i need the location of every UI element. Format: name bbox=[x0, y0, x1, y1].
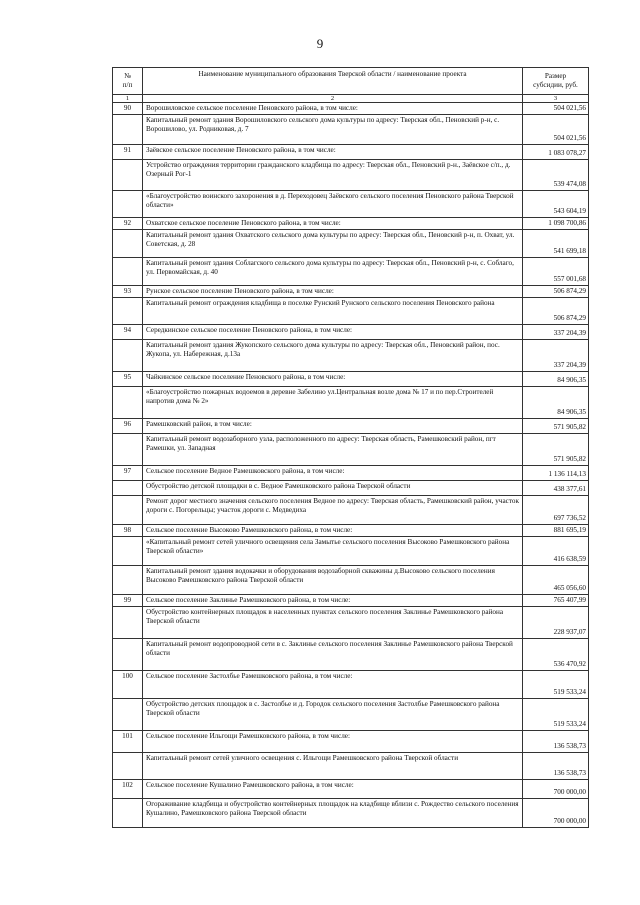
row-number bbox=[113, 191, 143, 218]
row-number bbox=[113, 799, 143, 828]
table-row-municipality bbox=[113, 525, 589, 537]
row-name: Заёвское сельское поселение Пеновского района, в том числе: bbox=[143, 145, 523, 160]
row-name: Ворошиловское сельское поселение Пеновского района, в том числе: bbox=[143, 103, 523, 115]
row-amount: 504 021,56 bbox=[523, 103, 589, 115]
row-name: Капитальный ремонт здания Жукопского сельского дома культуры по адресу: Тверская обл., Пеновский район, пос. Жукопа, ул. Набережная, д.13а bbox=[143, 340, 523, 372]
row-number bbox=[113, 115, 143, 145]
subsidy-table bbox=[112, 67, 589, 828]
row-name: Сельское поселение Ведное Рамешковского района, в том числе: bbox=[143, 466, 523, 481]
row-number bbox=[113, 753, 143, 780]
table-row-project bbox=[113, 639, 589, 671]
row-amount: 337 204,39 bbox=[523, 325, 589, 340]
page-number: 9 bbox=[316, 36, 324, 51]
table-row-municipality bbox=[113, 372, 589, 387]
table-row-project bbox=[113, 434, 589, 466]
row-amount: 541 699,18 bbox=[523, 230, 589, 258]
table-row-municipality bbox=[113, 671, 589, 699]
row-number bbox=[113, 639, 143, 671]
row-name: Капитальный ремонт здания Соблагского сельского дома культуры по адресу: Тверская обл., Пеновский р-н, с. Соблаго, ул. Первомайская, д. 40 bbox=[143, 258, 523, 286]
header-num: № п/п bbox=[113, 68, 143, 95]
row-name: Капитальный ремонт ограждения кладбища в поселке Рунский Рунского сельского поселения Пеновского района bbox=[143, 298, 523, 325]
row-name: Сельское поселение Высоково Рамешковского района, в том числе: bbox=[143, 525, 523, 537]
table-row-project bbox=[113, 481, 589, 496]
row-number: 96 bbox=[113, 419, 143, 434]
row-amount: 536 470,92 bbox=[523, 639, 589, 671]
row-number: 99 bbox=[113, 595, 143, 607]
row-amount: 571 905,82 bbox=[523, 419, 589, 434]
row-amount: 700 000,00 bbox=[523, 799, 589, 828]
row-number: 94 bbox=[113, 325, 143, 340]
row-name: Обустройство детских площадок в с. Застолбье и д. Городок сельского поселения Застолбье Рамешковского района Тверской области bbox=[143, 699, 523, 731]
row-amount: 506 874,29 bbox=[523, 286, 589, 298]
table-row-project bbox=[113, 566, 589, 595]
row-number bbox=[113, 481, 143, 496]
row-name: Охватское сельское поселение Пеновского района, в том числе: bbox=[143, 218, 523, 230]
row-name: «Благоустройство пожарных водоемов в деревне Забелино ул.Центральная возле дома № 17 и по пер.Строителей напротив дома № 2» bbox=[143, 387, 523, 419]
row-amount: 84 906,35 bbox=[523, 387, 589, 419]
row-amount: 438 377,61 bbox=[523, 481, 589, 496]
row-name: Устройство ограждения территории гражданского кладбища по адресу: Тверская обл., Пеновский р-н., Заёвское с/п., д. Озерный Рог-1 bbox=[143, 160, 523, 191]
row-amount: 881 695,19 bbox=[523, 525, 589, 537]
row-amount: 228 937,07 bbox=[523, 607, 589, 639]
row-name: Сельское поселение Застолбье Рамешковского района, в том числе: bbox=[143, 671, 523, 699]
row-amount: 543 604,19 bbox=[523, 191, 589, 218]
row-name: Сельское поселение Кушалино Рамешковского района, в том числе: bbox=[143, 780, 523, 799]
header-name: Наименование муниципального образования Тверской области / наименование проекта bbox=[143, 68, 523, 95]
row-name: Огораживание кладбища и обустройство контейнерных площадок на кладбище вблизи с. Рождество сельского поселения Кушалино, Рамешковского района Тверской области bbox=[143, 799, 523, 828]
row-amount: 416 638,59 bbox=[523, 537, 589, 566]
table-row-municipality bbox=[113, 286, 589, 298]
row-number: 95 bbox=[113, 372, 143, 387]
table-row-municipality bbox=[113, 419, 589, 434]
row-amount: 136 538,73 bbox=[523, 731, 589, 753]
table-row-municipality bbox=[113, 325, 589, 340]
table-row-project bbox=[113, 753, 589, 780]
row-number bbox=[113, 298, 143, 325]
row-number bbox=[113, 340, 143, 372]
table-row-project bbox=[113, 699, 589, 731]
table-row-project bbox=[113, 258, 589, 286]
column-index: 3 bbox=[523, 95, 589, 103]
row-number: 97 bbox=[113, 466, 143, 481]
table-row-municipality bbox=[113, 780, 589, 799]
row-number: 98 bbox=[113, 525, 143, 537]
row-name: Капитальный ремонт здания Охватского сельского дома культуры по адресу: Тверская обл., Пеновский р-н, п. Охват, ул. Советская, д. 28 bbox=[143, 230, 523, 258]
column-index: 1 bbox=[113, 95, 143, 103]
table-row-project bbox=[113, 607, 589, 639]
row-number bbox=[113, 699, 143, 731]
row-number bbox=[113, 434, 143, 466]
row-amount: 697 736,52 bbox=[523, 496, 589, 525]
row-amount: 84 906,35 bbox=[523, 372, 589, 387]
table-row-municipality bbox=[113, 595, 589, 607]
table-row-project bbox=[113, 160, 589, 191]
row-number: 91 bbox=[113, 145, 143, 160]
table-row-project bbox=[113, 496, 589, 525]
row-amount: 539 474,08 bbox=[523, 160, 589, 191]
row-number: 102 bbox=[113, 780, 143, 799]
row-name: «Капитальный ремонт сетей уличного освещения села Замытье сельского поселения Высоково Рамешковского района Тверской области» bbox=[143, 537, 523, 566]
row-amount: 506 874,29 bbox=[523, 298, 589, 325]
row-number bbox=[113, 258, 143, 286]
row-name: Ремонт дорог местного значения сельского поселения Ведное по адресу: Тверская область, Рамешковский район, участок дороги с. Погорельцы; участок дороги с. Медведиха bbox=[143, 496, 523, 525]
row-amount: 1 083 078,27 bbox=[523, 145, 589, 160]
row-name: Сельское поселение Ильгощи Рамешковского района, в том числе: bbox=[143, 731, 523, 753]
row-name: Обустройство детской площадки в с. Ведное Рамешковского района Тверской области bbox=[143, 481, 523, 496]
row-number: 100 bbox=[113, 671, 143, 699]
row-name: Капитальный ремонт сетей уличного освещения с. Ильгощи Рамешковского района Тверской области bbox=[143, 753, 523, 780]
table-row-project bbox=[113, 537, 589, 566]
row-name: Рунское сельское поселение Пеновского района, в том числе: bbox=[143, 286, 523, 298]
table-row-municipality bbox=[113, 145, 589, 160]
row-amount: 136 538,73 bbox=[523, 753, 589, 780]
table-row-project bbox=[113, 799, 589, 828]
row-number bbox=[113, 607, 143, 639]
row-name: Капитальный ремонт водозаборного узла, расположенного по адресу: Тверская область, Рамешковский район, пгт Рамешки, ул. Западная bbox=[143, 434, 523, 466]
row-number bbox=[113, 230, 143, 258]
row-name: Середкинское сельское поселение Пеновского района, в том числе: bbox=[143, 325, 523, 340]
row-name: «Благоустройство воинского захоронения в д. Переходовец Заёвского сельского поселения Пеновского района Тверской области» bbox=[143, 191, 523, 218]
row-name: Капитальный ремонт здания Ворошиловского сельского дома культуры по адресу: Тверская обл., Пеновский р-н, с. Ворошилово, ул. Родниковая, д. 7 bbox=[143, 115, 523, 145]
row-name: Капитальный ремонт водопроводной сети в с. Заклинье сельского поселения Заклинье Рамешковского района Тверской области bbox=[143, 639, 523, 671]
row-amount: 1 136 114,13 bbox=[523, 466, 589, 481]
table-row-municipality bbox=[113, 731, 589, 753]
row-name: Капитальный ремонт здания водокачки и оборудования водозаборной скважины д.Высоково сельского поселения Высоково Рамешковского района Тверской области bbox=[143, 566, 523, 595]
table-row-project bbox=[113, 191, 589, 218]
row-amount: 519 533,24 bbox=[523, 671, 589, 699]
row-amount: 504 021,56 bbox=[523, 115, 589, 145]
row-number: 101 bbox=[113, 731, 143, 753]
row-name: Рамешковский район, в том числе: bbox=[143, 419, 523, 434]
row-name: Обустройство контейнерных площадок в населенных пунктах сельского поселения Заклинье Рамешковского района Тверской области bbox=[143, 607, 523, 639]
table-row-municipality bbox=[113, 466, 589, 481]
table-row-municipality bbox=[113, 103, 589, 115]
table-row-municipality bbox=[113, 218, 589, 230]
row-number: 92 bbox=[113, 218, 143, 230]
row-amount: 571 905,82 bbox=[523, 434, 589, 466]
row-name: Сельское поселение Заклинье Рамешковского района, в том числе: bbox=[143, 595, 523, 607]
row-amount: 519 533,24 bbox=[523, 699, 589, 731]
row-number bbox=[113, 566, 143, 595]
header-amount: Размер субсидии, руб. bbox=[523, 68, 589, 95]
table-row-project bbox=[113, 340, 589, 372]
row-name: Чайкинское сельское поселение Пеновского района, в том числе: bbox=[143, 372, 523, 387]
row-amount: 557 001,68 bbox=[523, 258, 589, 286]
row-number: 93 bbox=[113, 286, 143, 298]
row-number bbox=[113, 387, 143, 419]
column-index-row bbox=[113, 95, 589, 103]
row-amount: 337 204,39 bbox=[523, 340, 589, 372]
table-row-project bbox=[113, 387, 589, 419]
row-number bbox=[113, 496, 143, 525]
column-index: 2 bbox=[143, 95, 523, 103]
row-amount: 465 056,60 bbox=[523, 566, 589, 595]
row-number: 90 bbox=[113, 103, 143, 115]
table-header-row bbox=[113, 68, 589, 95]
row-number bbox=[113, 160, 143, 191]
row-amount: 1 098 700,86 bbox=[523, 218, 589, 230]
table-row-project bbox=[113, 115, 589, 145]
row-number bbox=[113, 537, 143, 566]
row-amount: 765 407,99 bbox=[523, 595, 589, 607]
table-row-project bbox=[113, 298, 589, 325]
row-amount: 700 000,00 bbox=[523, 780, 589, 799]
table-row-project bbox=[113, 230, 589, 258]
